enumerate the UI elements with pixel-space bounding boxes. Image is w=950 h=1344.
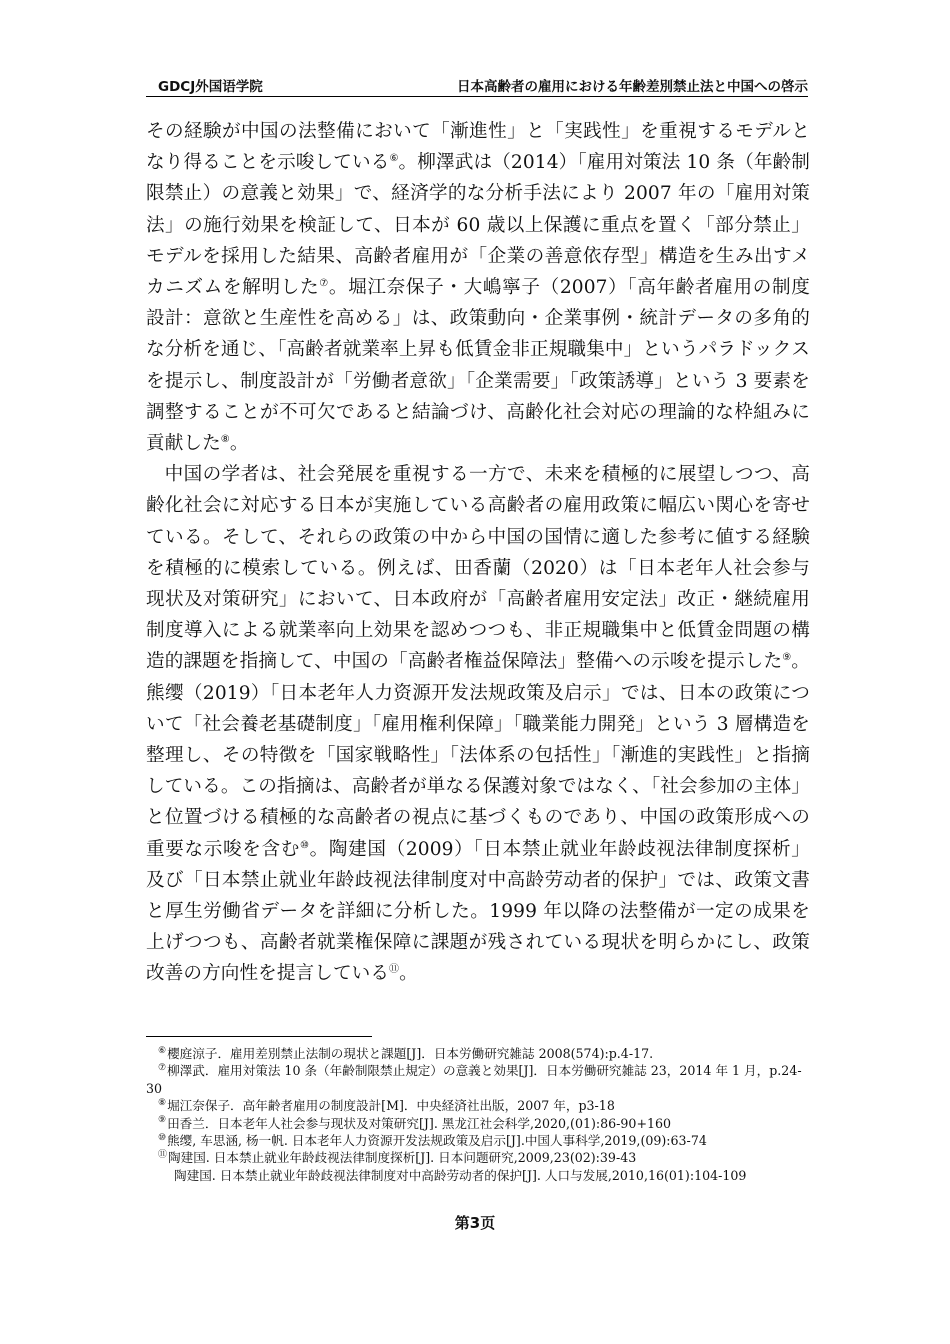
footnote-10 (146, 1132, 810, 1149)
footnote-text: 柳澤武．雇用対策法 10 条（年齢制限禁止規定）の意義と効果[J]．日本労働研究雑誌 23，2014 年 1 月，p.24-30 (146, 1063, 802, 1096)
footnote-text: 堀江奈保子．高年齢者雇用の制度設計[M]．中央経済社出版，2007 年，p3-18 (167, 1098, 615, 1114)
footnote-number: ⑩ (158, 1132, 167, 1143)
paragraph-text: 。 (229, 433, 249, 455)
footnote-text: 熊缨, 车思涵, 杨一帆. 日本老年人力资源开发法规政策及启示[J].中国人事科学,2019,(09):63-74 (167, 1133, 707, 1149)
paragraph-text: 。陶建国（2009）「日本禁止就业年龄歧视法律制度探析」及び「日本禁止就业年龄歧视法律制度对中高龄劳动者的保护」では、政策文書と厚生労働省データを詳細に分析した。1999 年以降の法整備が一定の成果を上げつつも、高齢者就業権保障に課題が残されている現状を明らかにし、政策改善の方向性を提言している (146, 838, 810, 985)
footnote-8 (146, 1097, 810, 1114)
footnote-ref-7[interactable]: ⑦ (319, 277, 329, 289)
running-header (146, 78, 808, 97)
paragraph-text: 。堀江奈保子・大嶋寧子（2007）「高年齢者雇用の制度設計：意欲と生産性を高める」は、政策動向・企業事例・統計データの多角的な分析を通じ、「高齢者就業率上昇も低賃金非正規職集中」というパラドックスを提示し、制度設計が「労働者意欲」「企業需要」「政策誘導」という 3 要素を調整することが不可欠であると結論づけ、高齢化社会対応の理論的な枠組みに貢献した (146, 277, 810, 455)
footnote-text: 櫻庭涼子．雇用差別禁止法制の現状と課題[J]．日本労働研究雑誌 2008(574):p.4-17. (167, 1046, 654, 1061)
paragraph-text: 。熊缨（2019）「日本老年人力资源开发法规政策及启示」では、日本の政策について「社会養老基礎制度」「雇用権利保障」「職業能力開発」という 3 層構造を整理し、その特徴を「国家戦略性」「法体系の包括性」「漸進的実践性」と指摘している。この指摘は、高齢者が単なる保護対象ではなく、「社会参加の主体」と位置づける積極的な高齢者の視点に基づくものであり、中国の政策形成への重要な示唆を含む (146, 651, 810, 860)
footnote-text: 陶建国. 日本禁止就业年龄歧视法律制度探析[J]. 日本问题研究,2009,23(02):39-43 (168, 1150, 637, 1166)
footnote-ref-8[interactable]: ⑧ (220, 433, 230, 445)
footnote-number: ⑨ (158, 1115, 167, 1126)
footnote-11 (146, 1149, 810, 1166)
footnote-ref-9[interactable]: ⑨ (782, 652, 792, 664)
footnote-number: ⑥ (158, 1045, 167, 1056)
footnote-text: 陶建国. 日本禁止就业年龄歧视法律制度对中高龄劳动者的保护[J]. 人口与发展,2010,16(01):104-109 (174, 1167, 747, 1183)
main-text (146, 116, 810, 990)
footnotes (146, 1045, 810, 1184)
footnote-number: ⑦ (158, 1063, 167, 1074)
paragraph-text: 。 (399, 963, 418, 985)
footnote-number: ⑪ (158, 1150, 168, 1161)
header-title: 日本高齢者の雇用における年齢差別禁止法と中国への啓示 (457, 79, 808, 95)
paragraph-1 (146, 116, 810, 459)
footnote-ref-6[interactable]: ⑥ (389, 153, 399, 165)
footnote-number: ⑧ (158, 1098, 167, 1109)
paragraph-text: その経験が中国の法整備において「漸進性」と「実践性」を重視するモデルとなり得ることを示唆している (146, 121, 810, 174)
footnote-ref-11[interactable]: ⑪ (389, 964, 400, 976)
footnote-11-continued (146, 1167, 810, 1184)
paragraph-text: 。柳澤武は（2014）「雇用対策法 10 条（年齢制限禁止）の意義と効果」で、経済学的な分析手法により 2007 年の「雇用対策法」の施行効果を検証して、日本が 60 歳以上保護に重点を置く「部分禁止」モデルを採用した結果、高齢者雇用が「企業の善意依存型」構造を生み出すメカニズムを解明した (146, 152, 810, 299)
footnote-text: 田香兰．日本老年人社会参与现状及对策研究[J]. 黑龙江社会科学,2020,(01):86-90+160 (167, 1115, 672, 1131)
footnote-7 (146, 1062, 810, 1097)
page-number: 第3页 (454, 1214, 496, 1232)
footnote-6 (146, 1045, 810, 1062)
footnote-ref-10[interactable]: ⑩ (299, 839, 310, 851)
paragraph-2 (146, 459, 810, 989)
paragraph-text: 中国の学者は、社会発展を重視する一方で、未来を積極的に展望しつつ、高齢化社会に対応する日本が実施している高齢者の雇用政策に幅広い関心を寄せている。そして、それらの政策の中から中国の国情に適した参考に値する経験を積極的に模索している。例えば、田香蘭（2020）は「日本老年人社会参与现状及对策研究」において、日本政府が「高齢者雇用安定法」改正・継続雇用制度導入による就業率向上効果を認めつつも、非正規職集中と低賃金問題の構造的課題を指摘して、中国の「高齢者権益保障法」整備への示唆を提示した (146, 464, 810, 673)
footnote-9 (146, 1115, 810, 1132)
footnote-separator (146, 1036, 372, 1037)
header-institution: GDCJ外国语学院 (158, 79, 263, 95)
